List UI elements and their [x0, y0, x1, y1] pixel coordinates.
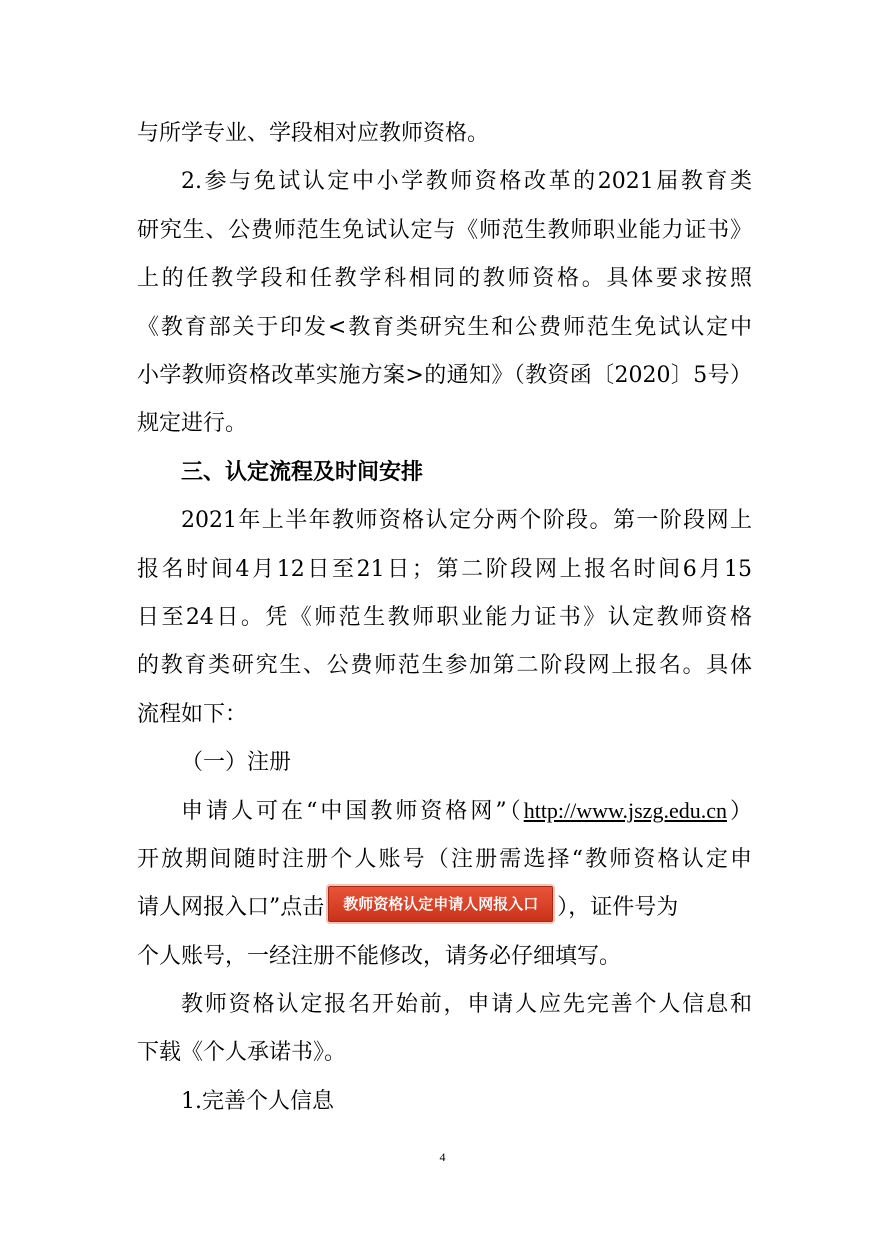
- paragraph-line: 上的任教学段和任教学科相同的教师资格。具体要求按照: [137, 266, 752, 292]
- paragraph-line: 个人账号，一经注册不能修改，请务必仔细填写。: [137, 943, 622, 969]
- text-span: 请人网报入口”点击: [137, 895, 325, 921]
- paragraph-line: 小学教师资格改革实施方案>的通知》（教资函〔2020〕5号）: [137, 362, 752, 388]
- paragraph-line: 2.参与免试认定中小学教师资格改革的2021届教育类: [181, 169, 752, 195]
- page-number: 4: [439, 1150, 446, 1164]
- paragraph-line: 与所学专业、学段相对应教师资格。: [137, 121, 490, 146]
- section-heading: 三、认定流程及时间安排: [181, 459, 424, 485]
- paragraph-line: 2021年上半年教师资格认定分两个阶段。第一阶段网上: [181, 508, 752, 534]
- text-span: ）: [726, 799, 752, 825]
- paragraph-line: [137, 884, 752, 932]
- paragraph-line: 报名时间4月12日至21日；第二阶段网上报名时间6月15: [137, 556, 752, 582]
- document-body: [137, 110, 752, 1126]
- paragraph-line: 1.完善个人信息: [181, 1088, 334, 1114]
- website-link[interactable]: http://www.jszg.edu.cn: [523, 798, 727, 824]
- paragraph-line: 教师资格认定报名开始前，申请人应先完善个人信息和: [181, 992, 752, 1018]
- paragraph-line: [137, 787, 752, 835]
- paragraph-line: 开放期间随时注册个人账号（注册需选择“教师资格认定申: [137, 846, 752, 872]
- subheading: （一）注册: [181, 750, 292, 776]
- paragraph-line: 流程如下：: [137, 701, 248, 727]
- paragraph-line: 的教育类研究生、公费师范生参加第二阶段网上报名。具体: [137, 653, 752, 679]
- paragraph-line: 规定进行。: [137, 411, 248, 437]
- paragraph-line: 《教育部关于印发<教育类研究生和公费师范生免试认定中: [137, 314, 752, 340]
- text-span: 申请人可在“中国教师资格网”（: [181, 799, 524, 825]
- paragraph-line: 研究生、公费师范生免试认定与《师范生教师职业能力证书》: [137, 217, 752, 243]
- paragraph-line: 下载《个人承诺书》。: [137, 1040, 347, 1066]
- applicant-entry-button[interactable]: 教师资格认定申请人网报入口: [328, 886, 553, 922]
- text-span: ），证件号为: [557, 895, 679, 921]
- paragraph-line: 日至24日。凭《师范生教师职业能力证书》认定教师资格: [137, 604, 752, 630]
